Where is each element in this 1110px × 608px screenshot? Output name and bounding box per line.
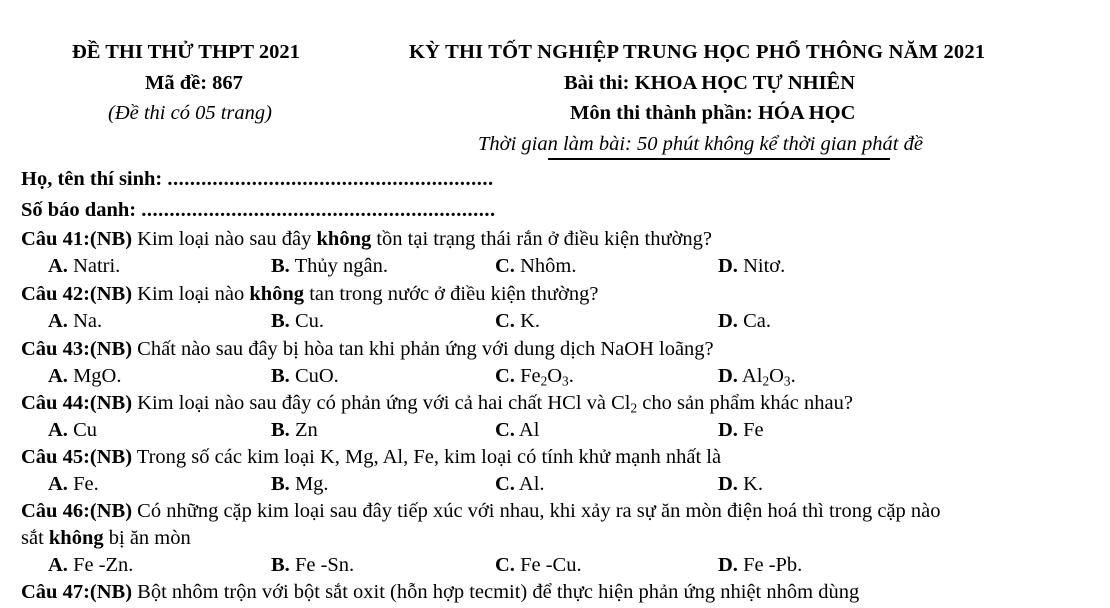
question-text: Kim loại nào sau đây có phản ứng với cả hai chất HCl và Cl xyxy=(132,392,631,414)
option-letter: B. xyxy=(271,554,290,576)
option-text: Natri. xyxy=(67,255,121,277)
subscript: 3 xyxy=(783,373,791,389)
option-text: Zn xyxy=(289,419,318,441)
option-text: Cu. xyxy=(289,310,324,332)
option-text: MgO. xyxy=(67,365,122,387)
question-label: Câu 43:(NB) xyxy=(21,338,133,360)
question-text: bị ăn mòn xyxy=(103,527,191,549)
option-letter: D. xyxy=(718,473,738,495)
student-id-label: Số báo danh: xyxy=(21,199,137,221)
option-a xyxy=(48,311,102,332)
subject-name: Môn thi thành phần: HÓA HỌC xyxy=(570,102,856,124)
time-underline xyxy=(548,158,890,160)
option-letter: C. xyxy=(495,419,515,441)
option-text: O xyxy=(547,365,563,387)
question-42 xyxy=(21,284,598,305)
option-text: Nitơ. xyxy=(737,255,786,277)
question-text: cho sản phẩm khác nhau? xyxy=(637,392,853,414)
option-letter: D. xyxy=(718,419,738,441)
option-b xyxy=(271,311,324,332)
question-text: Kim loại nào xyxy=(132,283,250,305)
question-45 xyxy=(21,447,721,468)
option-letter: A. xyxy=(48,365,68,387)
question-label: Câu 41:(NB) xyxy=(21,228,133,250)
option-letter: D. xyxy=(718,365,738,387)
question-emphasis: không xyxy=(249,283,305,305)
option-letter: C. xyxy=(495,365,515,387)
option-c xyxy=(495,366,574,387)
option-text: Mg. xyxy=(289,473,329,495)
subscript: 2 xyxy=(762,373,770,389)
option-text: Fe -Cu. xyxy=(514,554,582,576)
question-46-line2 xyxy=(21,528,191,549)
question-label: Câu 44:(NB) xyxy=(21,392,133,414)
option-letter: D. xyxy=(718,554,738,576)
question-label: Câu 42:(NB) xyxy=(21,283,133,305)
question-43 xyxy=(21,339,714,360)
option-d xyxy=(718,555,802,576)
option-c xyxy=(495,474,545,495)
option-c xyxy=(495,256,576,277)
option-text: O xyxy=(769,365,784,387)
option-d xyxy=(718,311,771,332)
option-text: Cu xyxy=(67,419,97,441)
option-letter: A. xyxy=(48,419,68,441)
options-42 xyxy=(48,311,1098,333)
options-45 xyxy=(48,474,1098,496)
option-letter: D. xyxy=(718,310,738,332)
subscript: 2 xyxy=(630,400,638,416)
option-letter: D. xyxy=(718,255,738,277)
option-letter: B. xyxy=(271,419,290,441)
option-letter: A. xyxy=(48,473,68,495)
subscript: 2 xyxy=(540,373,548,389)
option-c xyxy=(495,311,540,332)
option-text: Fe xyxy=(514,365,541,387)
option-d xyxy=(718,256,785,277)
option-d xyxy=(718,474,763,495)
student-name-label: Họ, tên thí sinh: xyxy=(21,168,163,190)
option-text: . xyxy=(790,365,796,387)
option-letter: A. xyxy=(48,310,68,332)
exam-title: ĐỀ THI THỬ THPT 2021 xyxy=(72,41,300,63)
option-text: K. xyxy=(737,473,763,495)
option-text: Na. xyxy=(67,310,103,332)
question-text: Trong số các kim loại K, Mg, Al, Fe, kim loại có tính khử mạnh nhất là xyxy=(132,446,722,468)
option-text: Fe xyxy=(737,419,764,441)
student-name-row xyxy=(21,169,494,190)
question-text: Có những cặp kim loại sau đây tiếp xúc với nhau, khi xảy ra sự ăn mòn điện hoá thì trong cặp nào xyxy=(132,500,941,522)
question-41 xyxy=(21,229,712,250)
question-label: Câu 45:(NB) xyxy=(21,446,133,468)
option-a xyxy=(48,256,120,277)
question-text: Chất nào sau đây bị hòa tan khi phản ứng với dung dịch NaOH loãng? xyxy=(132,338,714,360)
option-b xyxy=(271,555,354,576)
option-letter: B. xyxy=(271,473,290,495)
exam-code: Mã đề: 867 xyxy=(145,72,243,94)
option-text: K. xyxy=(514,310,540,332)
time-limit: Thời gian làm bài: 50 phút không kể thời gian phát đề xyxy=(478,133,923,155)
option-letter: C. xyxy=(495,310,515,332)
option-text: Thủy ngân. xyxy=(289,255,388,277)
option-letter: C. xyxy=(495,554,515,576)
option-text: Al. xyxy=(514,473,545,495)
option-a xyxy=(48,474,99,495)
option-text: Fe -Sn. xyxy=(289,554,355,576)
options-46 xyxy=(48,555,1098,577)
student-id-row xyxy=(21,200,496,221)
student-id-dots: ............................................................... xyxy=(141,199,496,221)
option-text: Fe. xyxy=(67,473,99,495)
option-text: Fe -Zn. xyxy=(67,554,134,576)
question-emphasis: không xyxy=(48,527,104,549)
question-text: tan trong nước ở điều kiện thường? xyxy=(304,283,599,305)
option-b xyxy=(271,366,339,387)
question-text: Bột nhôm trộn với bột sắt oxit (hỗn hợp tecmit) để thực hiện phản ứng nhiệt nhôm dùng xyxy=(132,581,860,603)
option-d xyxy=(718,366,796,387)
option-letter: B. xyxy=(271,365,290,387)
option-letter: C. xyxy=(495,255,515,277)
options-44 xyxy=(48,420,1098,442)
option-text: Al xyxy=(514,419,540,441)
question-label: Câu 46:(NB) xyxy=(21,500,133,522)
option-letter: B. xyxy=(271,310,290,332)
option-letter: A. xyxy=(48,554,68,576)
question-44 xyxy=(21,393,853,414)
option-text: CuO. xyxy=(289,365,339,387)
option-a xyxy=(48,555,133,576)
option-c xyxy=(495,420,539,441)
test-name: Bài thi: KHOA HỌC TỰ NHIÊN xyxy=(564,72,856,94)
question-label: Câu 47:(NB) xyxy=(21,581,133,603)
question-47 xyxy=(21,582,859,603)
option-c xyxy=(495,555,582,576)
page-count: (Đề thi có 05 trang) xyxy=(108,102,272,124)
options-41 xyxy=(48,256,1098,278)
option-a xyxy=(48,366,121,387)
question-46 xyxy=(21,501,941,522)
exam-name: KỲ THI TỐT NGHIỆP TRUNG HỌC PHỔ THÔNG NĂM 2021 xyxy=(409,41,986,63)
subscript: 3 xyxy=(562,373,569,389)
option-text: Fe -Pb. xyxy=(737,554,803,576)
question-emphasis: không xyxy=(316,228,372,250)
option-text: Nhôm. xyxy=(514,255,577,277)
question-text: tồn tại trạng thái rắn ở điều kiện thường? xyxy=(371,228,713,250)
option-b xyxy=(271,474,329,495)
option-b xyxy=(271,420,318,441)
student-name-dots: .......................................................... xyxy=(167,168,494,190)
option-text: Ca. xyxy=(737,310,771,332)
option-d xyxy=(718,420,764,441)
question-text: sắt xyxy=(21,527,49,549)
option-a xyxy=(48,420,97,441)
option-text: Al xyxy=(737,365,763,387)
options-43 xyxy=(48,366,1098,388)
option-letter: B. xyxy=(271,255,290,277)
option-text: . xyxy=(568,365,574,387)
option-letter: A. xyxy=(48,255,68,277)
option-b xyxy=(271,256,388,277)
option-letter: C. xyxy=(495,473,515,495)
question-text: Kim loại nào sau đây xyxy=(132,228,317,250)
